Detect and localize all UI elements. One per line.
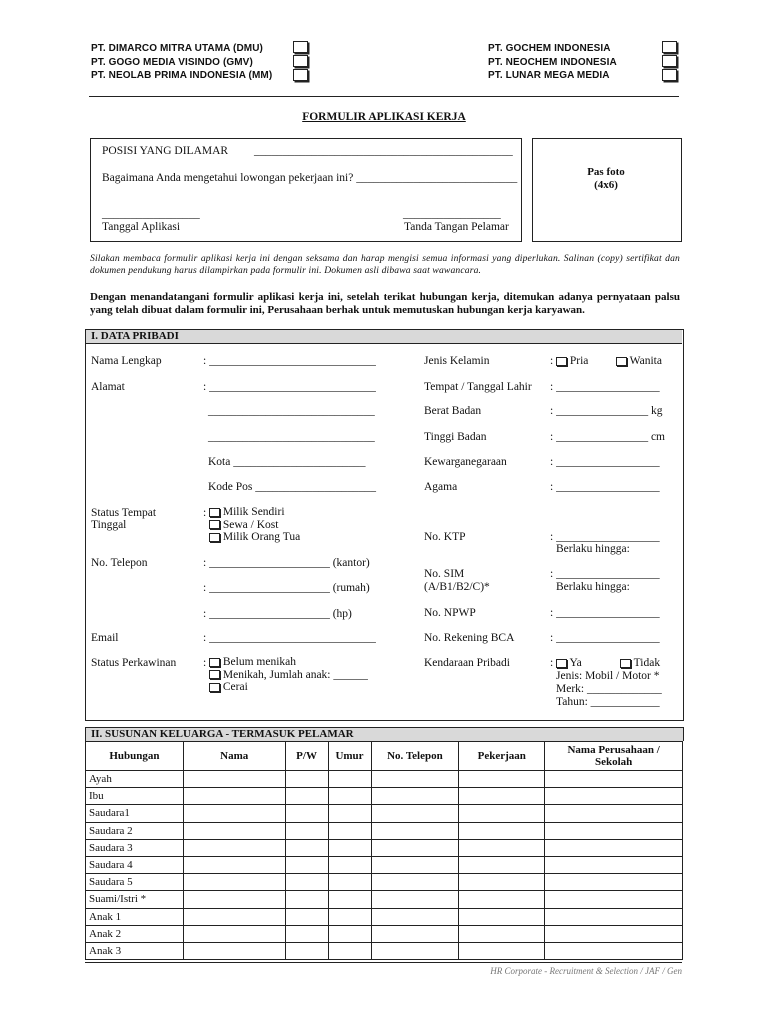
address-field-1[interactable]: : _____________________________ [203, 381, 376, 393]
position-field[interactable]: _____________________________________________ [254, 145, 513, 157]
input-cell[interactable] [371, 891, 459, 908]
checkbox-icon[interactable] [556, 659, 567, 668]
birth-field[interactable]: : __________________ [550, 381, 660, 393]
residence-status-label-2: Tinggal [91, 519, 127, 531]
input-cell[interactable] [459, 805, 545, 822]
checkbox-icon[interactable] [620, 659, 631, 668]
relation-cell: Saudara 5 [86, 874, 184, 891]
company-name: PT. NEOLAB PRIMA INDONESIA (MM) [91, 70, 273, 81]
company-checkbox[interactable] [662, 41, 677, 53]
input-cell[interactable] [285, 822, 328, 839]
date-label: Tanggal Aplikasi [102, 221, 181, 233]
column-header: No. Telepon [371, 742, 459, 771]
phone-office-field[interactable]: : _____________________ (kantor) [203, 557, 370, 569]
phone-mobile-field[interactable]: : _____________________ (hp) [203, 608, 352, 620]
input-cell[interactable] [328, 925, 371, 942]
input-cell[interactable] [285, 856, 328, 873]
checkbox-icon[interactable] [556, 357, 567, 366]
input-cell[interactable] [328, 788, 371, 805]
input-cell[interactable] [183, 788, 285, 805]
religion-label: Agama [424, 481, 458, 493]
input-cell[interactable] [285, 805, 328, 822]
input-cell[interactable] [183, 891, 285, 908]
table-row [86, 805, 683, 822]
input-cell[interactable] [371, 805, 459, 822]
colon: : [203, 657, 207, 669]
address-label: Alamat [91, 381, 125, 393]
input-cell[interactable] [545, 788, 683, 805]
input-cell[interactable] [371, 942, 459, 959]
ktp-label: No. KTP [424, 531, 466, 543]
section-title-text: I. DATA PRIBADI [91, 330, 179, 342]
column-header: Pekerjaan [459, 742, 545, 771]
residence-option[interactable]: Milik Orang Tua [209, 531, 300, 544]
company-checkbox[interactable] [662, 55, 677, 67]
ktp-field[interactable]: : __________________ [550, 531, 660, 543]
input-cell[interactable] [183, 874, 285, 891]
relation-cell: Saudara 3 [86, 839, 184, 856]
company-checkbox[interactable] [662, 69, 677, 81]
checkbox-icon[interactable] [209, 683, 220, 692]
colon: : [203, 507, 207, 519]
input-cell[interactable] [459, 891, 545, 908]
input-cell[interactable] [459, 839, 545, 856]
residence-status-label: Status Tempat [91, 507, 157, 519]
input-cell[interactable] [459, 925, 545, 942]
input-cell[interactable] [183, 822, 285, 839]
column-header: Nama Perusahaan / Sekolah [545, 742, 683, 771]
marital-status-label: Status Perkawinan [91, 657, 177, 669]
full-name-label: Nama Lengkap [91, 355, 162, 367]
table-header-row [86, 742, 683, 771]
ktp-valid-label: Berlaku hingga: [556, 543, 630, 555]
phone-label: No. Telepon [91, 557, 148, 569]
header-divider [89, 96, 679, 97]
company-name: PT. LUNAR MEGA MEDIA [488, 70, 610, 81]
checkbox-icon[interactable] [209, 533, 220, 542]
vehicle-option-yes[interactable]: Ya [556, 657, 582, 669]
section-title-personal [86, 330, 682, 344]
input-cell[interactable] [371, 822, 459, 839]
marital-options [209, 656, 368, 694]
input-cell[interactable] [459, 856, 545, 873]
bca-label: No. Rekening BCA [424, 632, 515, 644]
table-row [86, 874, 683, 891]
postcode-field[interactable]: Kode Pos _____________________ [208, 481, 377, 493]
input-cell[interactable] [371, 925, 459, 942]
date-field[interactable]: _________________ [102, 208, 200, 220]
company-checkbox[interactable] [293, 69, 308, 81]
relation-cell: Saudara 2 [86, 822, 184, 839]
relation-cell: Saudara1 [86, 805, 184, 822]
input-cell[interactable] [545, 942, 683, 959]
company-list-right [488, 42, 617, 83]
input-cell[interactable] [328, 805, 371, 822]
citizenship-field[interactable]: : __________________ [550, 456, 660, 468]
signature-label: Tanda Tangan Pelamar [404, 221, 509, 233]
sim-valid-label: Berlaku hingga: [556, 581, 630, 593]
full-name-field[interactable]: : _____________________________ [203, 355, 376, 367]
input-cell[interactable] [183, 771, 285, 788]
family-table [85, 741, 683, 960]
sim-field[interactable]: : __________________ [550, 568, 660, 580]
npwp-field[interactable]: : __________________ [550, 607, 660, 619]
form-title: FORMULIR APLIKASI KERJA [302, 111, 466, 123]
input-cell[interactable] [371, 839, 459, 856]
marital-option[interactable]: Cerai [209, 681, 368, 694]
gender-label: Jenis Kelamin [424, 355, 490, 367]
sim-type-label: (A/B1/B2/C)* [424, 581, 490, 593]
input-cell[interactable] [183, 925, 285, 942]
input-cell[interactable] [328, 771, 371, 788]
photo-size: (4x6) [594, 179, 618, 191]
signature-field[interactable]: _________________ [403, 208, 501, 220]
company-name: PT. GOCHEM INDONESIA [488, 43, 611, 54]
input-cell[interactable] [545, 908, 683, 925]
colon: : [550, 657, 554, 669]
company-name: PT. NEOCHEM INDONESIA [488, 56, 617, 68]
religion-field[interactable]: : __________________ [550, 481, 660, 493]
input-cell[interactable] [183, 805, 285, 822]
colon: : [550, 355, 554, 367]
input-cell[interactable] [328, 856, 371, 873]
table-row [86, 891, 683, 908]
company-checkbox[interactable] [293, 55, 308, 67]
input-cell[interactable] [545, 891, 683, 908]
gender-option-female[interactable]: Wanita [616, 355, 662, 367]
input-cell[interactable] [459, 874, 545, 891]
input-cell[interactable] [285, 891, 328, 908]
input-cell[interactable] [459, 771, 545, 788]
address-field-3[interactable]: _____________________________ [208, 431, 375, 443]
address-field-2[interactable]: _____________________________ [208, 405, 375, 417]
citizenship-label: Kewarganegaraan [424, 456, 507, 468]
vehicle-type-field[interactable]: Jenis: Mobil / Motor * [556, 670, 660, 682]
table-row [86, 908, 683, 925]
residence-options [209, 506, 300, 544]
residence-option[interactable]: Sewa / Kost [209, 519, 300, 532]
email-field[interactable]: : _____________________________ [203, 632, 376, 644]
input-cell[interactable] [183, 839, 285, 856]
table-row [86, 788, 683, 805]
column-header: Hubungan [86, 742, 184, 771]
gender-option-male[interactable]: Pria [556, 355, 588, 367]
section-title-text: II. SUSUNAN KELUARGA - TERMASUK PELAMAR [91, 728, 354, 740]
marital-option[interactable]: Belum menikah [209, 656, 368, 669]
input-cell[interactable] [285, 771, 328, 788]
input-cell[interactable] [545, 925, 683, 942]
residence-option[interactable]: Milik Sendiri [209, 506, 300, 519]
vehicle-option-no[interactable]: Tidak [620, 657, 660, 669]
table-row [86, 925, 683, 942]
input-cell[interactable] [183, 908, 285, 925]
input-cell[interactable] [328, 839, 371, 856]
input-cell[interactable] [183, 856, 285, 873]
city-field[interactable]: Kota _______________________ [208, 456, 366, 468]
photo-label: Pas foto [587, 166, 625, 178]
vehicle-year-field[interactable]: Tahun: ____________ [556, 696, 660, 708]
relation-cell: Anak 2 [86, 925, 184, 942]
weight-field[interactable]: : ________________ kg [550, 405, 663, 417]
input-cell[interactable] [545, 805, 683, 822]
input-cell[interactable] [328, 942, 371, 959]
input-cell[interactable] [545, 822, 683, 839]
instruction-text: Silakan membaca formulir aplikasi kerja ini dengan seksama dan harap mengisi semua informasi yang diperlukan. Salinan (copy) sertifikat dan dokumen pendukung harus dilampirkan pada formulir ini. Dokumen asli dibawa saat wawancara. [90, 253, 680, 276]
input-cell[interactable] [285, 908, 328, 925]
checkbox-icon[interactable] [616, 357, 627, 366]
input-cell[interactable] [545, 771, 683, 788]
relation-cell: Ibu [86, 788, 184, 805]
weight-label: Berat Badan [424, 405, 482, 417]
input-cell[interactable] [328, 822, 371, 839]
relation-cell: Anak 1 [86, 908, 184, 925]
declaration-text: Dengan menandatangani formulir aplikasi kerja ini, setelah terikat hubungan kerja, ditemukan adanya pernyataan palsu yang telah dibuat dalam formulir ini, Perusahaan berhak untuk memutuskan hubungan kerja karyawan. [90, 291, 680, 316]
section-title-family [85, 727, 684, 741]
column-header: Nama [183, 742, 285, 771]
relation-cell: Anak 3 [86, 942, 184, 959]
input-cell[interactable] [285, 788, 328, 805]
checkbox-icon[interactable] [209, 658, 220, 667]
relation-cell: Saudara 4 [86, 856, 184, 873]
input-cell[interactable] [545, 856, 683, 873]
input-cell[interactable] [371, 788, 459, 805]
email-label: Email [91, 632, 119, 644]
relation-cell: Suami/Istri * [86, 891, 184, 908]
bca-field[interactable]: : __________________ [550, 632, 660, 644]
company-name: PT. GOGO MEDIA VISINDO (GMV) [91, 56, 253, 68]
input-cell[interactable] [459, 822, 545, 839]
input-cell[interactable] [459, 942, 545, 959]
table-row [86, 942, 683, 959]
input-cell[interactable] [285, 925, 328, 942]
checkbox-icon[interactable] [209, 508, 220, 517]
input-cell[interactable] [285, 942, 328, 959]
height-label: Tinggi Badan [424, 431, 487, 443]
company-list-left [91, 42, 272, 83]
input-cell[interactable] [371, 771, 459, 788]
input-cell[interactable] [328, 874, 371, 891]
table-row [86, 839, 683, 856]
table-row [86, 771, 683, 788]
input-cell[interactable] [328, 908, 371, 925]
position-label: POSISI YANG DILAMAR [102, 145, 229, 157]
input-cell[interactable] [285, 874, 328, 891]
input-cell[interactable] [459, 908, 545, 925]
birth-label: Tempat / Tanggal Lahir [424, 381, 532, 393]
footer-divider [85, 962, 682, 963]
checkbox-icon[interactable] [209, 670, 220, 679]
vehicle-label: Kendaraan Pribadi [424, 657, 510, 669]
vehicle-brand-field[interactable]: Merk: _____________ [556, 683, 662, 695]
company-name: PT. DIMARCO MITRA UTAMA (DMU) [91, 43, 263, 54]
input-cell[interactable] [545, 839, 683, 856]
height-field[interactable]: : ________________ cm [550, 431, 665, 443]
relation-cell: Ayah [86, 771, 184, 788]
column-header: Umur [328, 742, 371, 771]
table-row [86, 856, 683, 873]
checkbox-icon[interactable] [209, 520, 220, 529]
phone-home-field[interactable]: : _____________________ (rumah) [203, 582, 370, 594]
input-cell[interactable] [459, 788, 545, 805]
table-row [86, 822, 683, 839]
input-cell[interactable] [371, 856, 459, 873]
input-cell[interactable] [371, 908, 459, 925]
marital-option[interactable]: Menikah, Jumlah anak: ______ [209, 669, 368, 682]
input-cell[interactable] [183, 942, 285, 959]
input-cell[interactable] [328, 891, 371, 908]
column-header: P/W [285, 742, 328, 771]
job-source-field[interactable]: Bagaimana Anda mengetahui lowongan pekerjaan ini? ____________________________ [102, 172, 518, 184]
footer-text: HR Corporate - Recruitment & Selection / JAF / Gen [490, 966, 682, 976]
input-cell[interactable] [371, 874, 459, 891]
sim-label: No. SIM [424, 568, 465, 580]
input-cell[interactable] [545, 874, 683, 891]
npwp-label: No. NPWP [424, 607, 476, 619]
company-checkbox[interactable] [293, 41, 308, 53]
input-cell[interactable] [285, 839, 328, 856]
